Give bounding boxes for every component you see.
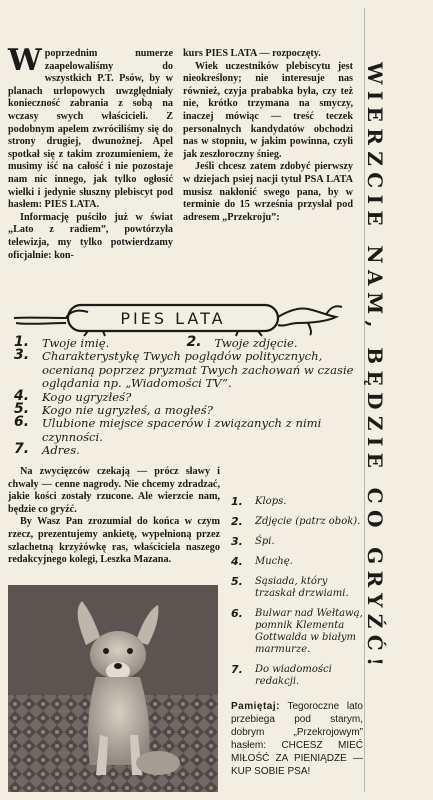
- form-item-3: 3. Charakterystykę Twych poglądów politycznych, ocenianą poprzez pryzmat Twych zachowań w czasie oglądania np. „Wiadomości TV”.: [14, 347, 354, 391]
- form-item-4: 4. Kogo ugryzłeś?: [14, 387, 132, 404]
- answer-number: 1.: [231, 495, 243, 508]
- answer-item-1: 1. Klops.: [231, 495, 287, 508]
- pamietaj-text: Tegoroczne lato przebiega pod starym, dobrym „Przekrojowym” hasłem: CHCESZ MIEĆ MIŁOŚĆ ZA PIENIĄDZE — KUP SOBIE PSA!: [231, 701, 363, 777]
- answer-item-7: 7. Do wiadomości redakcji.: [231, 663, 332, 687]
- dog-photo: [8, 585, 218, 792]
- answer-item-6: 6. Bulwar nad Wełtawą, pomnik Klementa Gottwalda w białym marmurze.: [231, 607, 363, 655]
- answer-item-4: 4. Muchę.: [231, 555, 293, 568]
- logo-title: PIES LATA: [120, 309, 226, 328]
- form-number: 4.: [14, 387, 30, 404]
- side-title-svg: [362, 62, 388, 792]
- form-item-5: 5. Kogo nie ugryzłeś, a mogłeś?: [14, 401, 213, 418]
- answer-item-3: 3. Śpi.: [231, 535, 275, 548]
- intro-paragraph-5: Jeśli chcesz zatem zdobyć pierwszy w dziejach psiej nacji tytuł PSA LATA musisz nakłonić swego pana, by w terminie do 15 września przysłał pod adresem „Przekroju”:: [183, 161, 353, 223]
- form-number: 1.: [14, 334, 30, 350]
- intro-paragraph-1: Wpoprzednim numerze zaapelowaliśmy do wszystkich P.T. Psów, by w planach urlopowych uwzględniały konieczność zabrania z sobą na wczasy swych właścicieli. Z podobnym apelem zwróciliśmy się do strony drugiej, dwunożnej. Apel spotkał się z takim zrozumieniem, że musimy iść na całość i nie pozostaje nam nic innego, jak tylko ogłosić wielki i jedynie słuszny plebiscyt pod hasłem: PIES LATA.: [8, 43, 173, 211]
- intro-column-right: [183, 48, 353, 224]
- form-item-6: 6. Ulubione miejsce spacerów i związanych z nimi czynności.: [14, 414, 322, 444]
- form-item-7: 7. Adres.: [14, 441, 80, 458]
- answer-number: 6.: [231, 607, 243, 620]
- answer-item-2: 2. Zdjęcie (patrz obok).: [231, 515, 361, 528]
- dachshund-logo-svg: [8, 297, 358, 337]
- intro-paragraph-2: Informację puściło już w świat „Lato z radiem”, powtórzyła telewizja, my tylko potwierdzamy oficjalnie: kon-: [8, 211, 173, 261]
- answers-list: [231, 496, 363, 696]
- answer-number: 4.: [231, 555, 243, 568]
- form-number: 5.: [14, 401, 30, 418]
- side-title: [362, 62, 388, 792]
- answer-item-5: 5. Sąsiada, który trzaskał drzwiami.: [231, 575, 349, 599]
- answer-number: 5.: [231, 575, 243, 588]
- intro-column-left: [8, 43, 173, 262]
- drop-cap: W: [8, 43, 42, 78]
- form-item-1: 1. Twoje imię.: [14, 334, 110, 350]
- intro-paragraph-3: kurs PIES LATA — rozpoczęty.: [183, 48, 321, 59]
- pamietaj-box: [231, 700, 363, 778]
- answer-number: 3.: [231, 535, 243, 548]
- side-title-text: WIERZCIE NAM, BĘDZIE CO GRYŹĆ!: [363, 62, 387, 673]
- form-number: 7.: [14, 441, 30, 458]
- answer-number: 7.: [231, 663, 243, 676]
- bottom-column: [8, 466, 220, 567]
- form-number: 6.: [14, 414, 30, 431]
- form-row-1-2: [14, 334, 359, 350]
- intro-paragraph-4: Wiek uczestników plebiscytu jest nieokreślony; nie interesuje nas również, czyja prababka była, czy też nie, krótko trzymana na smyczy, inaczej mówiąc — treść teczek personalnych kandydatów obchodzi nas w stopniu, w jakim powinna, czyli jak zeszłoroczny śnieg.: [183, 60, 353, 160]
- form-number: 2.: [186, 334, 202, 350]
- form-item-2: 2. Twoje zdjęcie.: [186, 334, 298, 350]
- form-list: [14, 334, 359, 458]
- pamietaj-label: Pamiętaj:: [231, 701, 280, 712]
- bottom-paragraph-1: Na zwycięzców czekają — prócz sławy i chwały — cenne nagrody. Nie chcemy zdradzać, jakie kości zostały rzucone. Ale wierzcie nam, będzie co gryźć.: [8, 466, 220, 515]
- form-number: 3.: [14, 347, 30, 364]
- answer-number: 2.: [231, 515, 243, 528]
- dog-photo-svg: [8, 585, 218, 792]
- pies-lata-logo: [8, 297, 358, 337]
- bottom-paragraph-2: By Wasz Pan zrozumiał do końca w czym rzecz, prezentujemy ankietę, wypełnioną przez szlachetną krzyżówkę ras, właściciela naszego redakcyjnego kolegi, Leszka Mazana.: [8, 516, 220, 566]
